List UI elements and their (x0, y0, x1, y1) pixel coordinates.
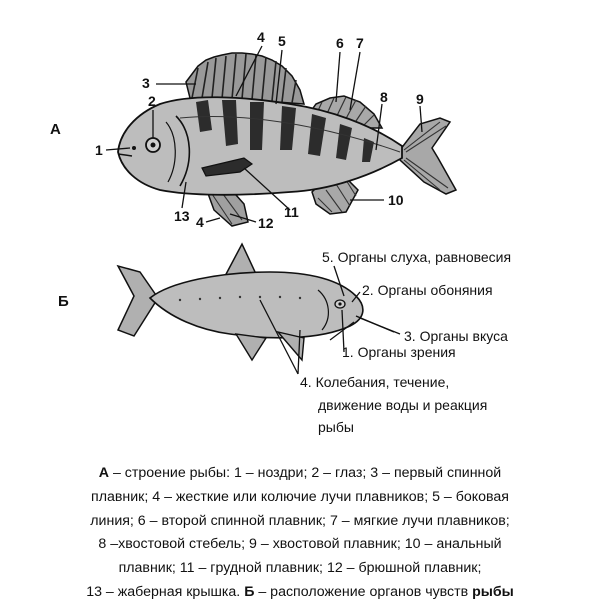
organ-label-smell: 2. Органы обоняния (362, 282, 493, 298)
part-number-3: 3 (142, 75, 150, 91)
part-number-2: 2 (148, 93, 156, 109)
sense-fish-body (150, 272, 363, 338)
organ-label-hearing: 5. Органы слуха, равновесия (322, 249, 512, 265)
organ-label-taste: 3. Органы вкуса (404, 328, 508, 344)
organ-label-vibration-3: рыбы (318, 419, 354, 435)
caption-line-6: 13 – жаберная крышка. Б – расположение органов чувств рыбы (86, 583, 514, 600)
part-number-13: 13 (174, 208, 190, 224)
part-number-11: 11 (284, 204, 299, 220)
organ-label-vision: 1. Органы зрения (342, 344, 456, 360)
part-number-5: 5 (278, 33, 286, 49)
caption-line-2: плавник; 4 – жесткие или колючие лучи плавников; 5 – боковая (91, 488, 509, 505)
part-number-9: 9 (416, 91, 424, 107)
part-number-7: 7 (356, 35, 364, 51)
caption-line-4: 8 –хвостовой стебель; 9 – хвостовой плавник; 10 – анальный (98, 536, 502, 553)
caption-label-a: А (98, 465, 110, 481)
perch-illustration (118, 53, 456, 226)
nostril (132, 146, 136, 150)
caudal-fin (400, 118, 456, 194)
part-number-1: 1 (95, 142, 103, 158)
part-number-6: 6 (336, 35, 344, 51)
part-number-4: 4 (257, 29, 265, 45)
part-number-4-lower: 4 (196, 214, 204, 230)
part-number-8: 8 (380, 89, 388, 105)
organ-label-vibration-1: 4. Колебания, течение, (300, 374, 450, 390)
caption-line-5: плавник; 11 – грудной плавник; 12 – брюшной плавник; (118, 560, 482, 577)
section-label-a: А (50, 121, 61, 138)
caption-line-3: линия; 6 – второй спинной плавник; 7 – мягкие лучи плавников; (90, 512, 510, 529)
caption-label-b: Б (244, 583, 255, 600)
part-number-10: 10 (388, 192, 404, 208)
caption-line-1: А – строение рыбы: 1 – ноздри; 2 – глаз; 3 – первый спинной (98, 465, 502, 481)
organ-label-vibration-2: движение воды и реакция (318, 397, 488, 413)
part-number-12: 12 (258, 215, 274, 231)
section-label-b: Б (58, 293, 69, 310)
figure-caption (0, 462, 600, 605)
